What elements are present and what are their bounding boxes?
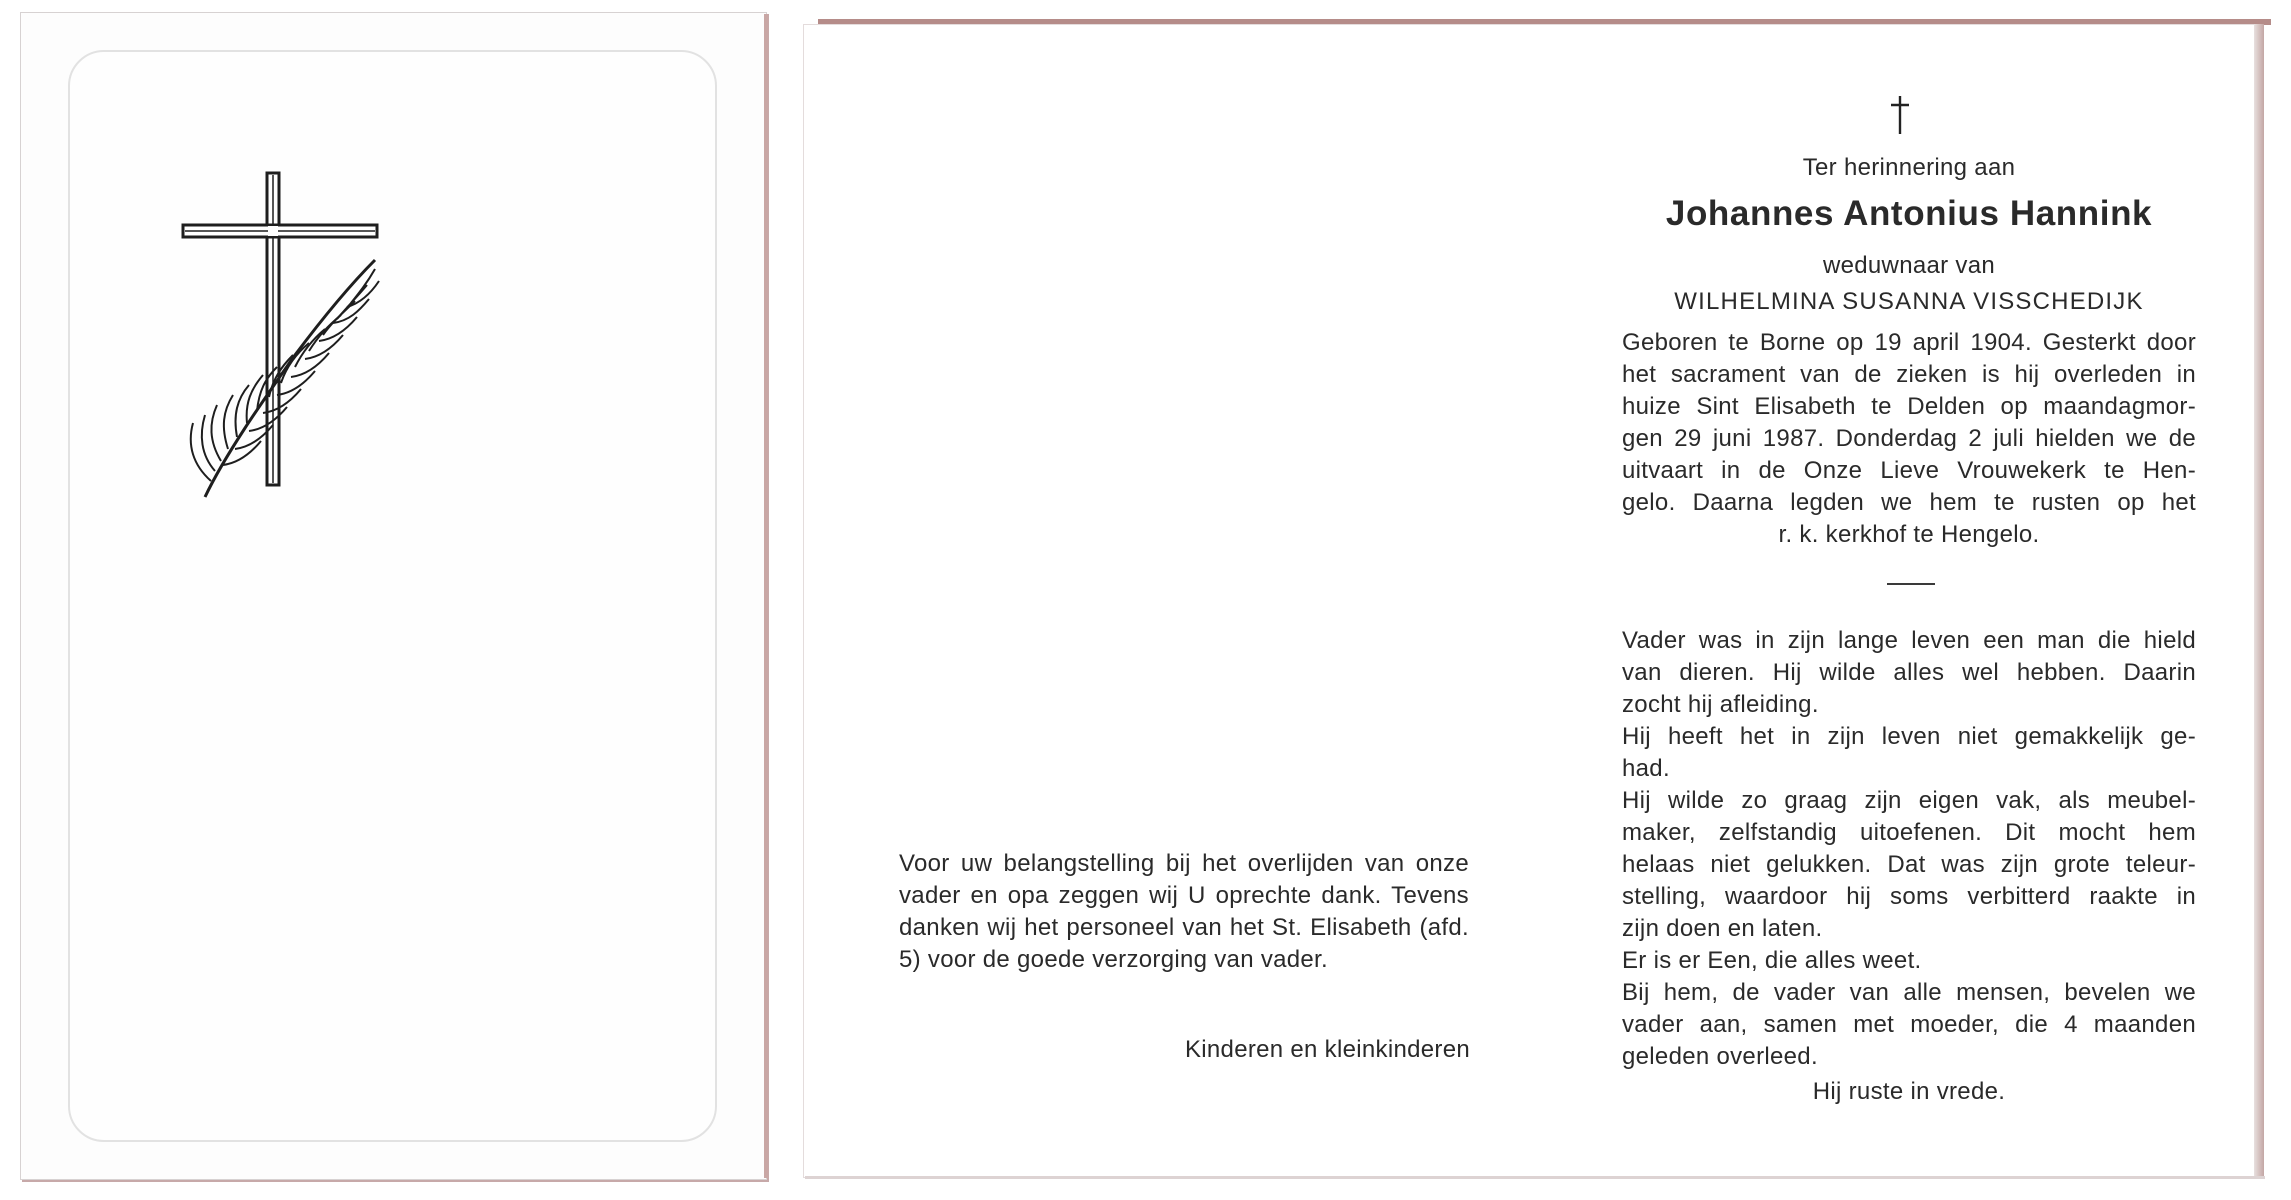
memo-line: helaas niet gelukken. Dat was zijn grote teleur- — [1622, 851, 2196, 878]
memo-line: zocht hij afleiding. — [1622, 691, 1819, 718]
closing-blessing: Hij ruste in vrede. — [1812, 1078, 2006, 1105]
bio-line: gen 29 juni 1987. Donderdag 2 juli hielden we de — [1622, 425, 2196, 452]
memo-line: Bij hem, de vader van alle mensen, bevelen we — [1622, 979, 2196, 1006]
spouse-name: WILHELMINA SUSANNA VISSCHEDIJK — [1674, 288, 2144, 315]
cross-with-palm-icon — [165, 165, 395, 505]
memo-line: Hij heeft het in zijn leven niet gemakkelijk ge- — [1622, 723, 2196, 750]
thanks-signature: Kinderen en kleinkinderen — [1184, 1036, 1470, 1063]
deceased-name: Johannes Antonius Hannink — [1665, 194, 2153, 233]
card-right-edge — [2254, 24, 2264, 1176]
memo-line: Vader was in zijn lange leven een man die hield — [1622, 627, 2196, 654]
thanks-paragraph: Voor uw belangstelling bij het overlijden van onze vader en opa zeggen wij U oprechte dank. Tevens danken wij het personeel van het St. Elisabeth (afd. 5) voor de goede verzorging van vader. — [899, 850, 1469, 973]
memo-line: stelling, waardoor hij soms verbitterd raakte in — [1622, 883, 2196, 910]
bio-line: het sacrament van de zieken is hij overleden in — [1622, 361, 2196, 388]
memo-line: Hij wilde zo graag zijn eigen vak, als meubel- — [1622, 787, 2196, 814]
card-bottom-edge — [805, 1176, 2265, 1179]
biography-paragraph — [1622, 327, 2196, 551]
bio-line: Geboren te Borne op 19 april 1904. Gesterkt door — [1622, 329, 2196, 356]
intro-text: Ter herinnering aan — [1802, 154, 2016, 181]
cover-edge — [764, 14, 768, 1178]
memoriam-paragraph — [1622, 625, 2196, 1073]
memo-line: Er is er Een, die alles weet. — [1622, 947, 1922, 974]
bio-line: huize Sint Elisabeth te Delden op maandagmor- — [1622, 393, 2196, 420]
bio-line: r. k. kerkhof te Hengelo. — [1778, 521, 2040, 548]
memo-line: vader aan, samen met moeder, die 4 maanden — [1622, 1011, 2196, 1038]
dagger-cross-icon — [1888, 94, 1912, 136]
relation-text: weduwnaar van — [1822, 252, 1995, 279]
memo-line: maker, zelfstandig uitoefenen. Dit mocht hem — [1622, 819, 2196, 846]
bio-line: gelo. Daarna legden we hem te rusten op het — [1622, 489, 2196, 516]
memo-line: zijn doen en laten. — [1622, 915, 1823, 942]
section-divider — [1887, 583, 1935, 585]
memo-line: geleden overleed. — [1622, 1043, 1818, 1070]
memo-line: had. — [1622, 755, 1670, 782]
bio-line: uitvaart in de Onze Lieve Vrouwekerk te Hen- — [1622, 457, 2196, 484]
memo-line: van dieren. Hij wilde alles wel hebben. Daarin — [1622, 659, 2196, 686]
